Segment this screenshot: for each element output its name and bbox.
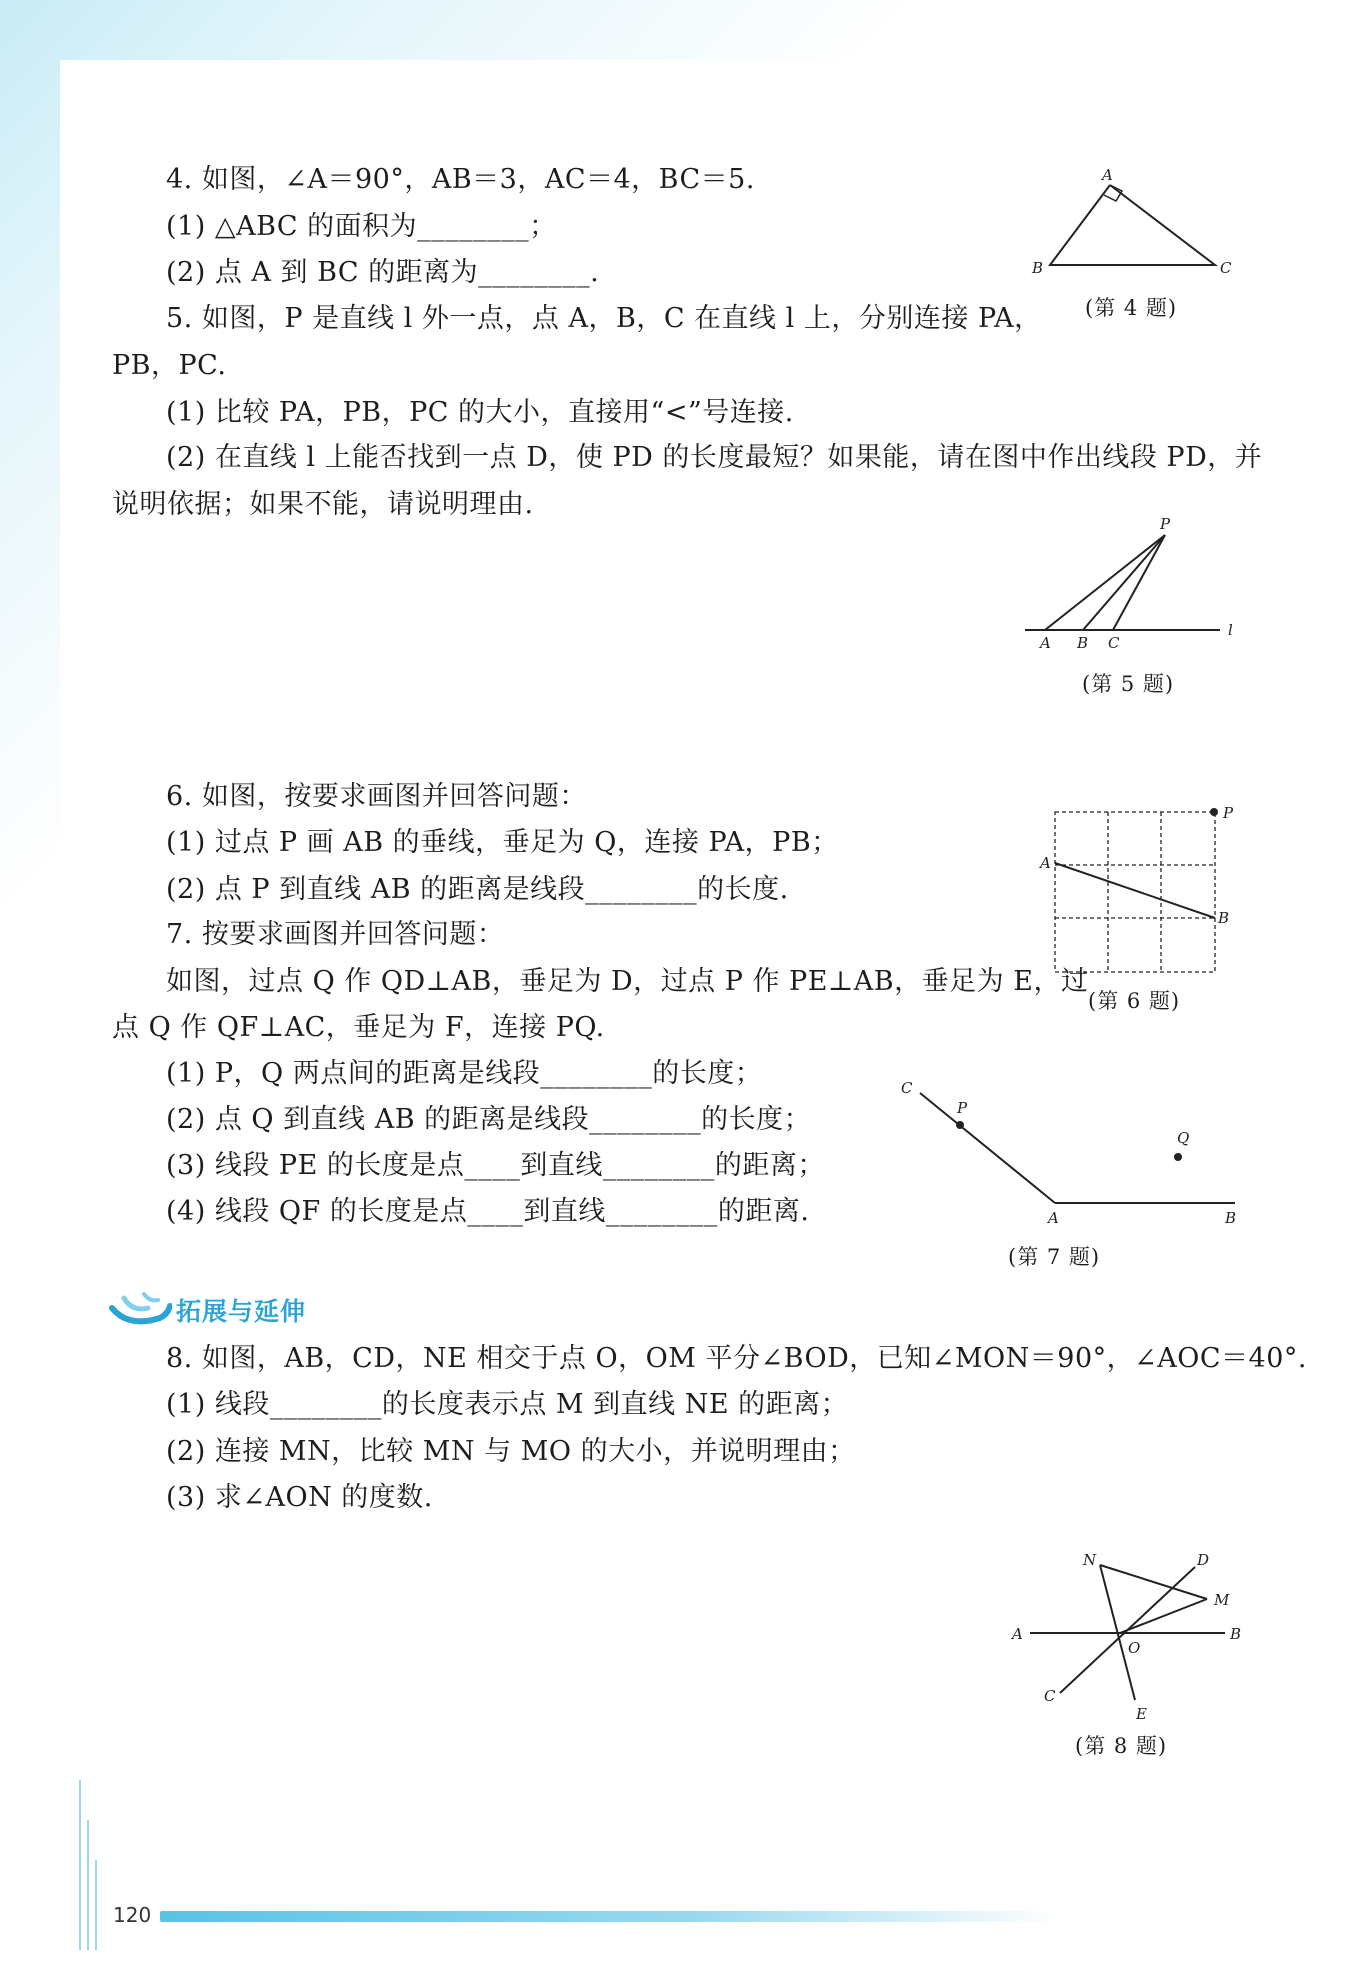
- q7-line2: 如图，过点 Q 作 QD⊥AB，垂足为 D，过点 P 作 PE⊥AB，垂足为 E，过: [166, 966, 1089, 997]
- q8-line3: (2) 连接 MN，比较 MN 与 MO 的大小，并说明理由；: [166, 1436, 856, 1467]
- q5-caption: (第 5 题): [1082, 672, 1175, 696]
- q7-line3: 点 Q 作 QF⊥AC，垂足为 F，连接 PQ.: [112, 1012, 605, 1043]
- q4-figure: [1020, 165, 1250, 285]
- q8-label-b: B: [1230, 1625, 1242, 1643]
- q5-line3: (1) 比较 PA，PB，PC 的大小，直接用“<”号连接.: [166, 397, 794, 428]
- q7-line5: (2) 点 Q 到直线 AB 的距离是线段________的长度；: [166, 1104, 812, 1135]
- q8-label-n: N: [1083, 1551, 1097, 1569]
- q4-caption: (第 4 题): [1085, 296, 1178, 320]
- q7-label-q: Q: [1177, 1129, 1190, 1147]
- q4-line3: (2) 点 A 到 BC 的距离为________.: [166, 257, 600, 288]
- q8-label-a: A: [1012, 1625, 1023, 1643]
- q7-line4: (1) P，Q 两点间的距离是线段________的长度；: [166, 1058, 763, 1089]
- q5-label-a: A: [1040, 634, 1051, 652]
- q5-label-p: P: [1160, 515, 1171, 533]
- footer-bar: [160, 1911, 1060, 1922]
- q8-label-o: O: [1128, 1639, 1141, 1657]
- q8-label-c: C: [1044, 1687, 1056, 1705]
- q8-line4: (3) 求∠AON 的度数.: [166, 1482, 433, 1513]
- q7-caption: (第 7 题): [1008, 1245, 1101, 1269]
- q6-line1: 6. 如图，按要求画图并回答问题：: [166, 781, 587, 812]
- q6-figure: [1030, 800, 1250, 980]
- q5-figure: [1020, 515, 1250, 655]
- q8-label-e: E: [1136, 1705, 1147, 1723]
- q6-label-a: A: [1040, 854, 1051, 872]
- q6-label-b: B: [1218, 909, 1230, 927]
- q4-line1: 4. 如图，∠A＝90°，AB＝3，AC＝4，BC＝5.: [166, 164, 755, 195]
- q8-line2: (1) 线段________的长度表示点 M 到直线 NE 的距离；: [166, 1389, 849, 1420]
- q4-label-c: C: [1220, 259, 1232, 277]
- q4-label-b: B: [1032, 259, 1044, 277]
- q8-label-d: D: [1197, 1551, 1210, 1569]
- q6-caption: (第 6 题): [1088, 989, 1181, 1013]
- q6-line3: (2) 点 P 到直线 AB 的距离是线段________的长度.: [166, 874, 789, 905]
- margin-decoration: [78, 1780, 108, 1950]
- q7-line6: (3) 线段 PE 的长度是点____到直线________的距离；: [166, 1150, 825, 1181]
- q7-label-c: C: [901, 1079, 913, 1097]
- q8-caption: (第 8 题): [1075, 1734, 1168, 1758]
- q5-line5: 说明依据；如果不能，请说明理由.: [112, 489, 534, 520]
- page-number: 120: [113, 1903, 152, 1927]
- q6-line2: (1) 过点 P 画 AB 的垂线，垂足为 Q，连接 PA，PB；: [166, 827, 839, 858]
- q5-label-b: B: [1077, 634, 1089, 652]
- q5-line4: (2) 在直线 l 上能否找到一点 D，使 PD 的长度最短？如果能，请在图中作出线段 PD，并: [166, 442, 1263, 473]
- section-title: 拓展与延伸: [176, 1297, 307, 1326]
- q8-line1: 8. 如图，AB，CD，NE 相交于点 O，OM 平分∠BOD，已知∠MON＝90°，∠AOC＝40°.: [166, 1343, 1307, 1374]
- q7-line7: (4) 线段 QF 的长度是点____到直线________的距离.: [166, 1196, 810, 1227]
- q7-label-a: A: [1048, 1209, 1059, 1227]
- section-swoosh-icon: [108, 1288, 172, 1332]
- q7-label-b: B: [1225, 1209, 1237, 1227]
- q8-label-m: M: [1214, 1591, 1230, 1609]
- q7-figure: [895, 1075, 1245, 1235]
- q5-line1: 5. 如图，P 是直线 l 外一点，点 A，B，C 在直线 l 上，分别连接 PA，: [166, 303, 1042, 334]
- q5-line2: PB，PC.: [112, 350, 227, 381]
- q5-label-c: C: [1108, 634, 1120, 652]
- q4-label-a: A: [1102, 166, 1113, 184]
- q5-label-l: l: [1228, 621, 1233, 639]
- q7-line1: 7. 按要求画图并回答问题：: [166, 919, 505, 950]
- section-header: [108, 1288, 408, 1332]
- q6-label-p: P: [1223, 804, 1234, 822]
- q7-label-p: P: [957, 1099, 968, 1117]
- q8-figure: [1000, 1545, 1250, 1725]
- q4-line2: (1) △ABC 的面积为________；: [166, 211, 557, 242]
